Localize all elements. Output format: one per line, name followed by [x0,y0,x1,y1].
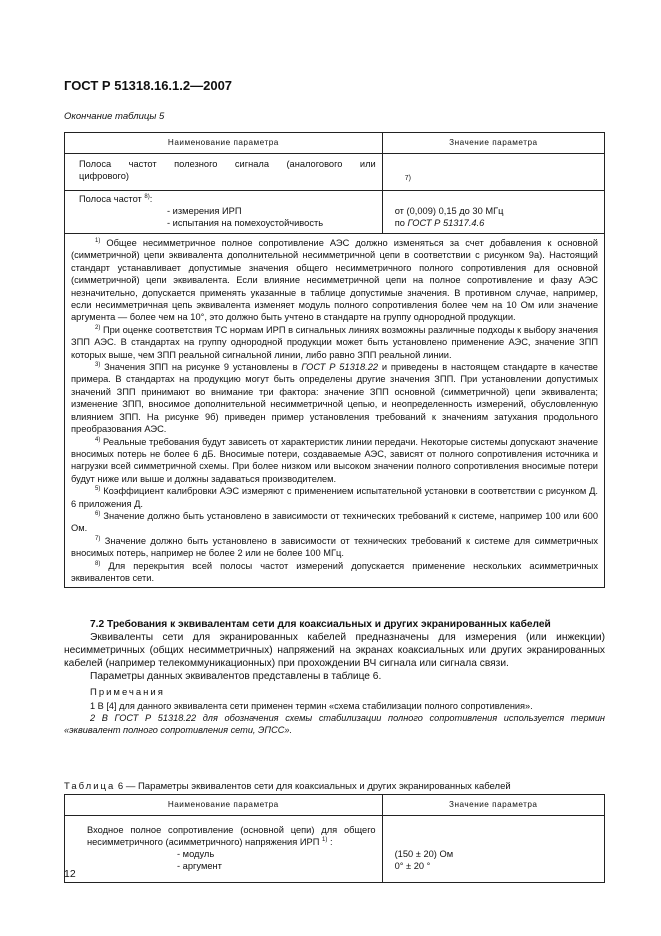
footnote-1: $^{1)}$ Общее несимметричное полное сопротивление АЭС должно изменяться за счет добавления к основной (симметричной) цепи эквивалента дополнительной несимметричной цепи в соответствии с рисунком 9а). Настоящий стандарт устанавливает допустимые значения общего несимметричного полного сопротивления для основной (симметричной) цепи эквивалента. Если влияние несимметричной цепи на полное сопротивление и фазу АЭС незначительно, допускается применять указанные в таблице допустимые значения. В противном случае, например, если несимметричная цепь эквивалента изменяет модуль полного сопротивления более чем на 10 Ом или значение аргумента — более чем на 10°, это должно быть учтено в стандарте на группу однородной продукции. [71,238,598,323]
input-impedance-argument-value: 0° ± 20 ° [394,861,431,871]
frequency-band-title: Полоса частот $^{8)}$: [79,194,153,204]
table6 [64,794,605,883]
table6-row-input-impedance-name [65,816,383,883]
table5-row-frequency-band-value [382,191,604,234]
table5-continuation-caption: Окончание таблицы 5 [64,111,165,122]
signal-band-value: 7) [404,175,411,182]
frequency-band-emission-value: от (0,009) 0,15 до 30 МГц [394,206,504,216]
table6-row-input-impedance-value [382,816,604,883]
table6-row-input-impedance [65,816,605,883]
table5-row-frequency-band-name [65,191,383,234]
table5-row-signal-band-value [382,154,604,191]
table5-row-frequency-band [65,191,605,234]
document-code-header: ГОСТ Р 51318.16.1.2—2007 [64,78,233,93]
frequency-band-immunity: - испытания на помехоустойчивость [167,218,324,228]
table6-header-row [65,795,605,816]
table5-row-signal-band-name [65,154,383,191]
section-7-2-heading: 7.2 Требования к эквивалентам сети для коаксиальных и других экранированных кабелей [90,619,551,630]
section-7-2-para2: Параметры данных эквивалентов представлены в таблице 6. [90,671,382,683]
frequency-band-emission: - измерения ИРП [167,206,242,216]
table5 [64,132,605,588]
section-note-1: 1 В [4] для данного эквивалента сети применен термин «схема стабилизации полного сопротивления». [90,700,533,711]
page-number: 12 [64,868,76,880]
footnote-5: $^{5)}$ Коэффициент калибровки АЭС измеряют с применением испытательной установки в соответствии с рисунком Д. 6 приложения Д. [71,486,598,509]
table5-header-name: Наименование параметра [65,133,383,154]
table5-row-signal-band [65,154,605,191]
input-impedance-argument: - аргумент [177,861,222,871]
notes-label: Примечания [90,687,165,699]
footnote-3: $^{3)}$ Значения ЗПП на рисунке 9 установлены в ГОСТ Р 51318.22 и приведены в настоящем стандарте в качестве примера. В стандартах на продукцию могут быть определены другие значения ЗПП. При установлении допустимых значений ЗПП принимают во внимание три фактора: значение ЗПП основной (симметричной) цепи эквивалента; изменение ЗПП, вносимое дополнительной несимметричной цепью, и неопределенность измерений, обусловленную влиянием ЗПП. На рисунке 9б) приведен пример установления требований к значениям затухания продольного преобразования АЭС. [71,362,598,435]
table5-footnotes-row [65,234,605,588]
section-7-2-para1: Эквиваленты сети для экранированных кабелей предназначены для измерения (или инжекции) несимметричных (общих несимметричных) напряжений на экранах коаксиальных или других экранированных кабелей (например телекоммуникационных) при прохождении ВЧ сигнала или сигнала связи. [64,632,605,670]
table5-footnotes [65,234,605,588]
section-note-2: 2 В ГОСТ Р 51318.22 для обозначения схемы стабилизации полного сопротивления используется термин «эквивалент полного сопротивления сети, ЭПСС». [64,712,605,735]
signal-band-line1: Полоса частот полезного сигнала (аналогового или [79,159,376,169]
input-impedance-line2: несимметричного (асимметричного) напряжения ИРП $^{1)}$ : [87,837,333,847]
table6-header-value: Значение параметра [382,795,604,816]
footnote-7: $^{7)}$ Значение должно быть установлено в зависимости от технических требований к системе для симметричных вносимых потерь, например не более 2 или не более 100 МГц. [71,535,598,559]
frequency-band-immunity-value: по ГОСТ Р 51317.4.6 [394,218,485,228]
input-impedance-modulus-value: (150 ± 20) Ом [394,849,454,859]
signal-band-line2: цифрового) [79,171,129,181]
table5-header-value: Значение параметра [382,133,604,154]
table6-header-name: Наименование параметра [65,795,383,816]
footnote-4: $^{4)}$ Реальные требования будут зависеть от характеристик линии передачи. Некоторые системы допускают значение вносимых потерь не более 6 дБ. Вносимые потери, создаваемые АЭС, зависят от полного сопротивления источника и нагрузки всей симметричной схемы. При более низком или высоком значении полного сопротивления вносимые потери будут ниже или выше и должны задаваться производителем. [71,436,598,484]
section-7-2 [64,618,605,736]
input-impedance-line1: Входное полное сопротивление (основной цепи) для общего [87,825,376,835]
table5-header-row [65,133,605,154]
footnote-6: $^{6)}$ Значение должно быть установлено в зависимости от технических требований к системе, например 100 или 600 Ом. [71,510,598,534]
footnote-8: $^{8)}$ Для перекрытия всей полосы частот измерений допускается применение нескольких асимметричных эквивалентов сети. [71,560,598,583]
input-impedance-modulus: - модуль [177,849,215,859]
footnote-2: $^{2)}$ При оценке соответствия ТС нормам ИРП в сигнальных линиях возможны различные подходы к выбору значения ЗПП АЭС. В стандартах на группу однородной продукции может быть установлено применение АЭС, значение ЗПП которых выше, чем ЗПП реальной сигнальной линии, либо равно ЗПП реальной линии. [71,324,598,360]
table6-caption: Таблица 6 — Параметры эквивалентов сети для коаксиальных и других экранированных кабелей [64,781,511,792]
